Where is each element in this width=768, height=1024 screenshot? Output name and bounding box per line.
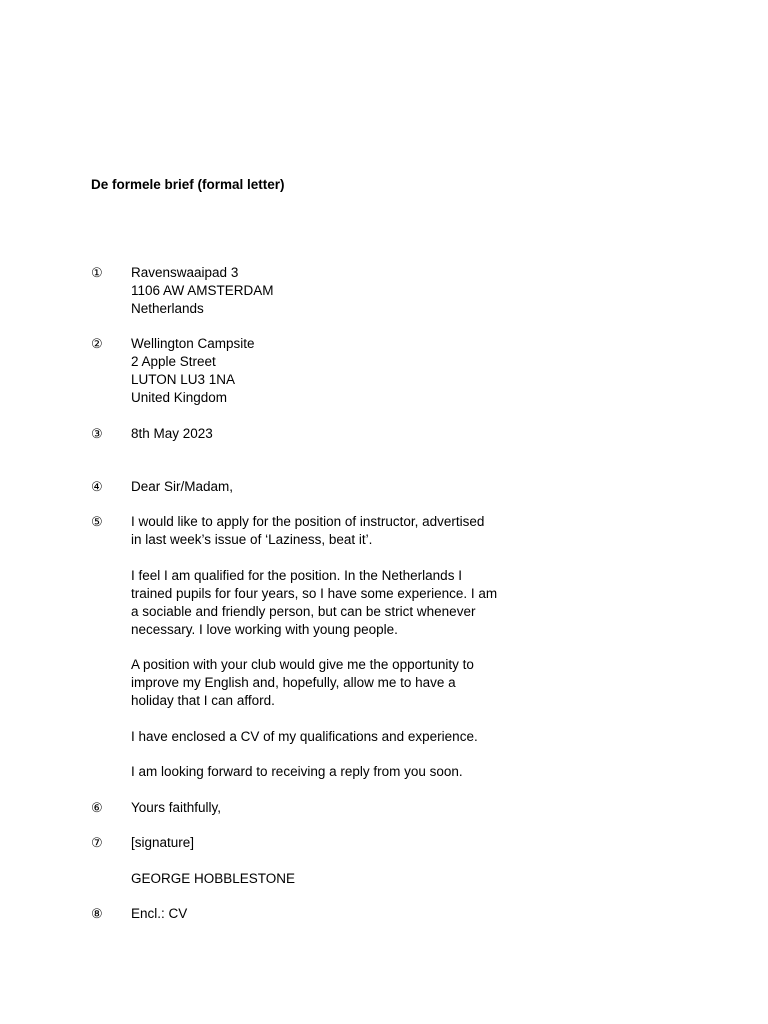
body-paragraph-2: [131, 567, 531, 639]
body-line: I am looking forward to receiving a reply from you soon.: [131, 764, 463, 779]
sender-name: GEORGE HOBBLESTONE: [131, 871, 296, 886]
name-content: [131, 870, 531, 888]
salutation: Dear Sir/Madam,: [131, 479, 234, 494]
body-paragraph-5: [131, 763, 531, 781]
marker-7: ⑦: [91, 835, 103, 850]
recipient-country: United Kingdom: [131, 390, 228, 405]
document-title: De formele brief (formal letter): [91, 177, 285, 192]
recipient-city: LUTON LU3 1NA: [131, 372, 236, 387]
recipient-name: Wellington Campsite: [131, 336, 255, 351]
sender-address: [131, 264, 531, 318]
body-paragraph-1: [131, 513, 531, 549]
marker-8: ⑧: [91, 906, 103, 921]
closing-content: [131, 799, 531, 817]
sender-city: 1106 AW AMSTERDAM: [131, 283, 274, 298]
marker-4: ④: [91, 479, 103, 494]
recipient-address: [131, 335, 531, 407]
body-line: improve my English and, hopefully, allow me to have a: [131, 675, 456, 690]
body-line: I feel I am qualified for the position. In the Netherlands I: [131, 567, 462, 583]
closing: Yours faithfully,: [131, 800, 222, 815]
body-line: trained pupils for four years, so I have some experience. I am: [131, 585, 498, 601]
enclosure: Encl.: CV: [131, 906, 188, 921]
marker-3: ③: [91, 426, 103, 441]
body-line: I have enclosed a CV of my qualifications and experience.: [131, 728, 478, 744]
recipient-street: 2 Apple Street: [131, 354, 216, 369]
body-line: a sociable and friendly person, but can be strict whenever: [131, 603, 476, 619]
sender-country: Netherlands: [131, 301, 204, 316]
body-line: in last week’s issue of ‘Laziness, beat it’.: [131, 532, 373, 547]
enclosure-content: [131, 905, 531, 923]
sender-street: Ravenswaaipad 3: [131, 265, 239, 280]
body-line: necessary. I love working with young people.: [131, 621, 398, 637]
signature-placeholder: [signature]: [131, 835, 195, 850]
marker-1: ①: [91, 265, 103, 280]
signature-content: [131, 834, 531, 852]
body-paragraph-4: [131, 728, 531, 746]
marker-6: ⑥: [91, 800, 103, 815]
marker-2: ②: [91, 336, 103, 351]
body-line: I would like to apply for the position of instructor, advertised: [131, 514, 485, 529]
body-line: A position with your club would give me the opportunity to: [131, 657, 474, 672]
body-line: holiday that I can afford.: [131, 693, 275, 708]
marker-5: ⑤: [91, 514, 103, 529]
letter-body: [131, 513, 531, 781]
letter-date: 8th May 2023: [131, 426, 213, 441]
salutation-content: [131, 478, 531, 496]
body-paragraph-3: [131, 656, 531, 710]
date-content: [131, 425, 531, 443]
